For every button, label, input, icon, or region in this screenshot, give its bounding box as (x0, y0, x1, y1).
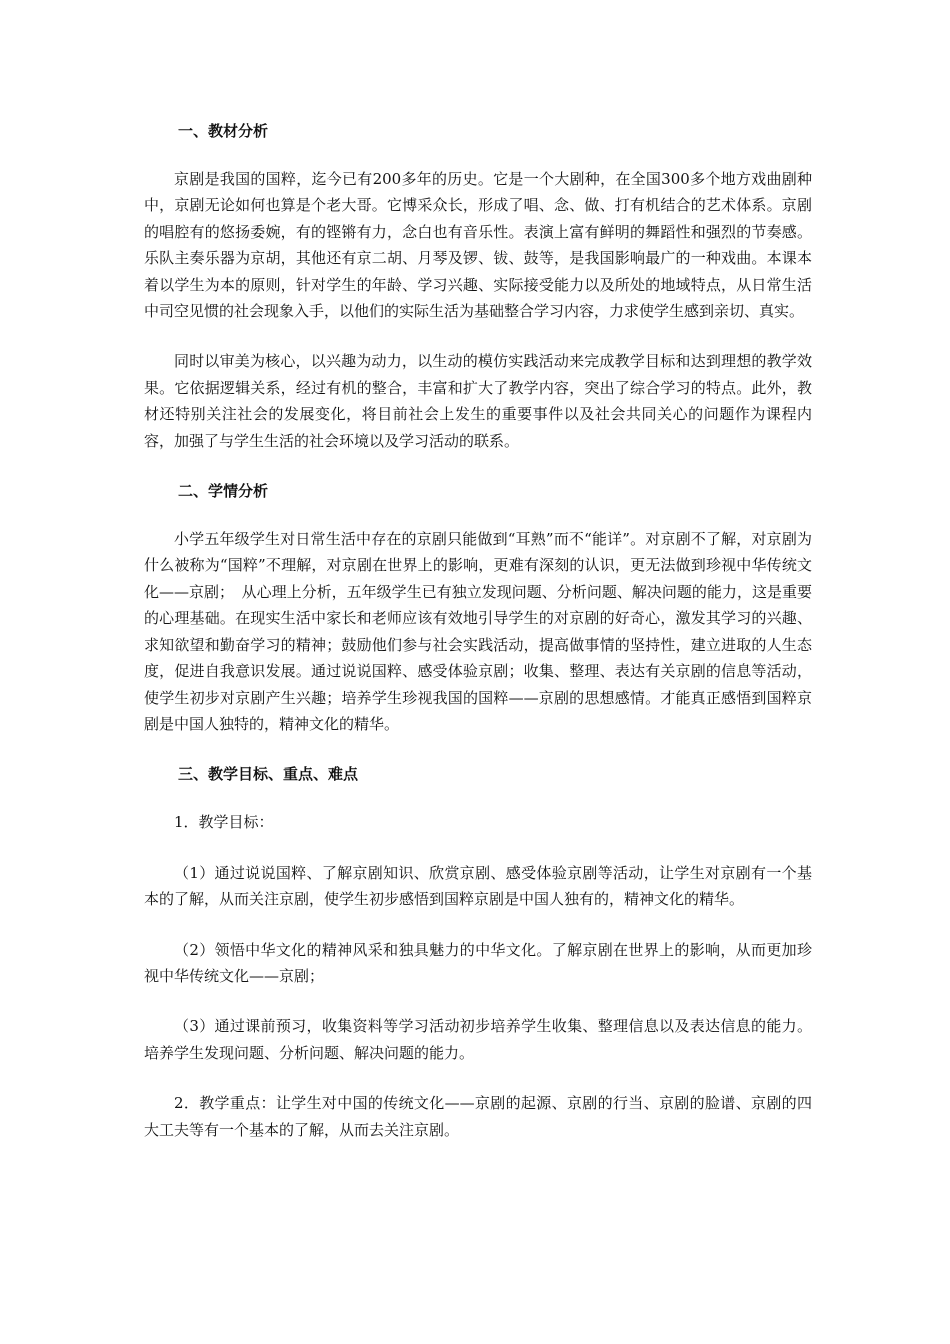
teaching-goal-1: （1）通过说说国粹、了解京剧知识、欣赏京剧、感受体验京剧等活动，让学生对京剧有一个基本的了解，从而关注京剧，使学生初步感悟到国粹京剧是中国人独有的，精神文化的精华。 (144, 863, 812, 909)
teaching-goal-2: （2）领悟中华文化的精神风采和独具魅力的中华文化。了解京剧在世界上的影响，从而更加珍视中华传统文化——京剧； (144, 940, 812, 985)
section-heading-2: 二、学情分析 (178, 482, 269, 501)
section-heading-3: 三、教学目标、重点、难点 (178, 765, 359, 784)
paragraph-textbook-analysis-2: 同时以审美为核心，以兴趣为动力，以生动的模仿实践活动来完成教学目标和达到理想的教学效果。它依据逻辑关系，经过有机的整合，丰富和扩大了教学内容，突出了综合学习的特点。此外，教材还特别关注社会的发展变化，将目前社会上发生的重要事件以及社会共同关心的问题作为课程内容，加强了与学生生活的社会环境以及学习活动的联系。 (144, 352, 812, 450)
teaching-key-point: 2．教学重点：让学生对中国的传统文化——京剧的起源、京剧的行当、京剧的脸谱、京剧的四大工夫等有一个基本的了解，从而去关注京剧。 (144, 1094, 812, 1139)
document-page (144, 118, 812, 1143)
paragraph-student-analysis: 小学五年级学生对日常生活中存在的京剧只能做到“耳熟”而不“能详”。对京剧不了解，对京剧为什么被称为“国粹”不理解，对京剧在世界上的影响，更难有深刻的认识，更无法做到珍视中华传统文化——京剧； 从心理上分析，五年级学生已有独立发现问题、分析问题、解决问题的能力，这是重要的心理基础。在现实生活中家长和老师应该有效地引导学生的对京剧的好奇心，激发其学习的兴趣、求知欲望和勤奋学习的精神；鼓励他们参与社会实践活动，提高做事情的坚持性，建立进取的人生态度，促进自我意识发展。通过说说国粹、感受体验京剧；收集、整理、表达有关京剧的信息等活动，使学生初步对京剧产生兴趣；培养学生珍视我国的国粹——京剧的思想感情。才能真正感悟到国粹京剧是中国人独特的，精神文化的精华。 (144, 530, 812, 733)
teaching-goal-3: （3）通过课前预习，收集资料等学习活动初步培养学生收集、整理信息以及表达信息的能力。培养学生发现问题、分析问题、解决问题的能力。 (144, 1017, 812, 1062)
teaching-goals-title: 1．教学目标： (174, 813, 274, 832)
paragraph-textbook-analysis-1: 京剧是我国的国粹，迄今已有200多年的历史。它是一个大剧种，在全国300多个地方戏曲剧种中，京剧无论如何也算是个老大哥。它博采众长，形成了唱、念、做、打有机结合的艺术体系。京剧的唱腔有的悠扬委婉，有的铿锵有力，念白也有音乐性。表演上富有鲜明的舞蹈性和强烈的节奏感。乐队主奏乐器为京胡，其他还有京二胡、月琴及锣、钹、鼓等，是我国影响最广的一种戏曲。本课本着以学生为本的原则，针对学生的年龄、学习兴趣、实际接受能力以及所处的地域特点，从日常生活中司空见惯的社会现象入手，以他们的实际生活为基础整合学习内容，力求使学生感到亲切、真实。 (144, 170, 812, 321)
section-heading-1: 一、教材分析 (178, 122, 269, 140)
